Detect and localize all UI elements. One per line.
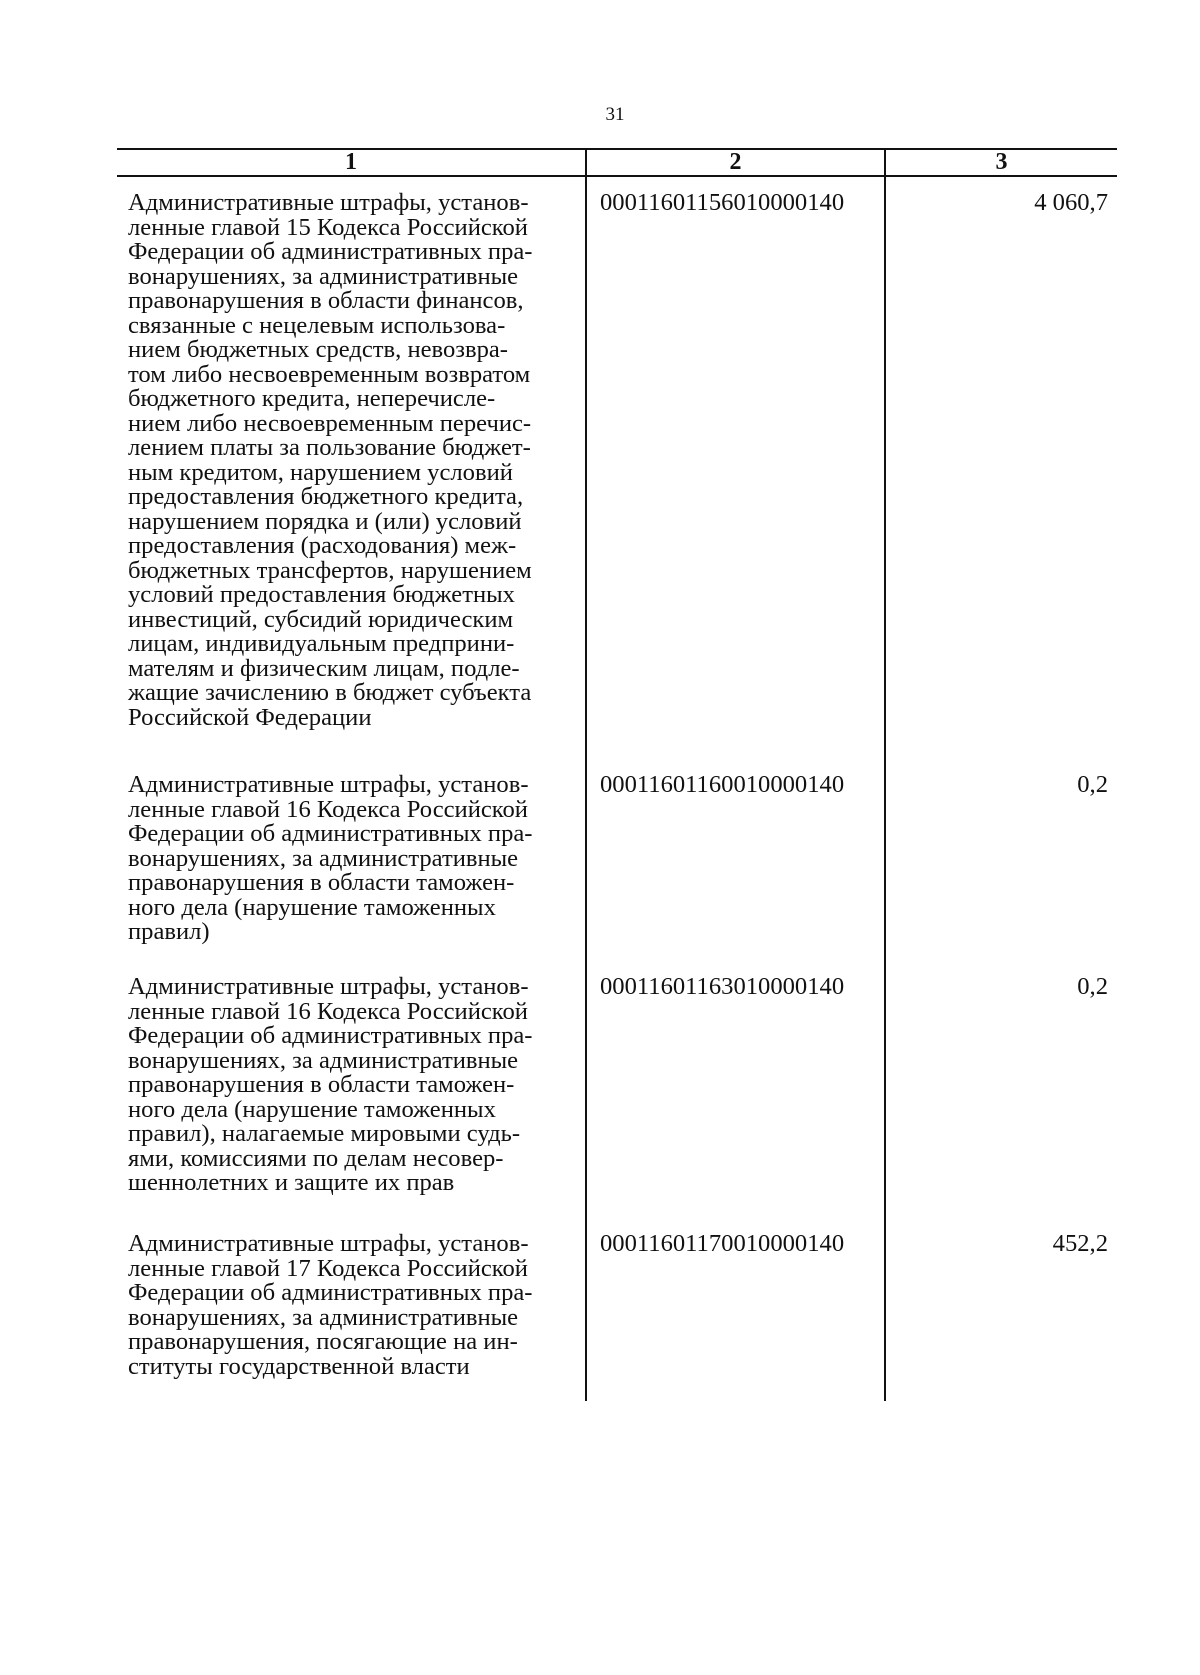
row-description: Административные штрафы, установ- ленные главой 17 Кодекса Российской Федерации об административных пра- вонарушениях, за административные правонарушения, посягающие на ин- ституты государственной власти [128,1230,533,1380]
column-header-3: 3 [995,149,1008,175]
column-header-1: 1 [345,149,357,175]
row-amount: 4 060,7 [1034,189,1108,216]
page-number: 31 [605,104,625,125]
row-code: 00011601163010000140 [600,973,845,1000]
row-description: Административные штрафы, установ- ленные главой 16 Кодекса Российской Федерации об административных пра- вонарушениях, за административные правонарушения в области таможен- ного дела (нарушение таможенных правил) [128,771,533,945]
column-divider-1 [585,149,587,1401]
row-code: 00011601170010000140 [600,1230,845,1257]
row-description: Административные штрафы, установ- ленные главой 16 Кодекса Российской Федерации об административных пра- вонарушениях, за административные правонарушения в области таможен- ного дела (нарушение таможенных правил), налагаемые мировыми судь- ями, комиссиями по делам несовер- шеннолетних и защите их прав [128,973,533,1196]
table-header-rule [117,175,1117,177]
row-amount: 0,2 [1077,771,1108,798]
column-divider-2 [884,149,886,1401]
row-amount: 0,2 [1077,973,1108,1000]
column-header-2: 2 [729,149,742,175]
row-description: Административные штрафы, установ- ленные главой 15 Кодекса Российской Федерации об административных пра- вонарушениях, за административные правонарушения в области финансов, связанные с нецелевым использова- нием бюджетных средств, невозвра- том либо несвоевременным возвратом бюджетного кредита, неперечисле- нием либо несвоевременным перечис- лением платы за пользование бюджет- ным кредитом, нарушением условий предоставления бюджетного кредита, нарушением порядка и (или) условий предоставления (расходования) меж- бюджетных трансфертов, нарушением условий предоставления бюджетных инвестиций, субсидий юридическим лицам, индивидуальным предприни- мателям и физическим лицам, подле- жащие зачислению в бюджет субъекта Российской Федерации [128,189,533,731]
row-code: 00011601160010000140 [600,771,845,798]
row-code: 00011601156010000140 [600,189,845,216]
row-amount: 452,2 [1052,1230,1108,1257]
